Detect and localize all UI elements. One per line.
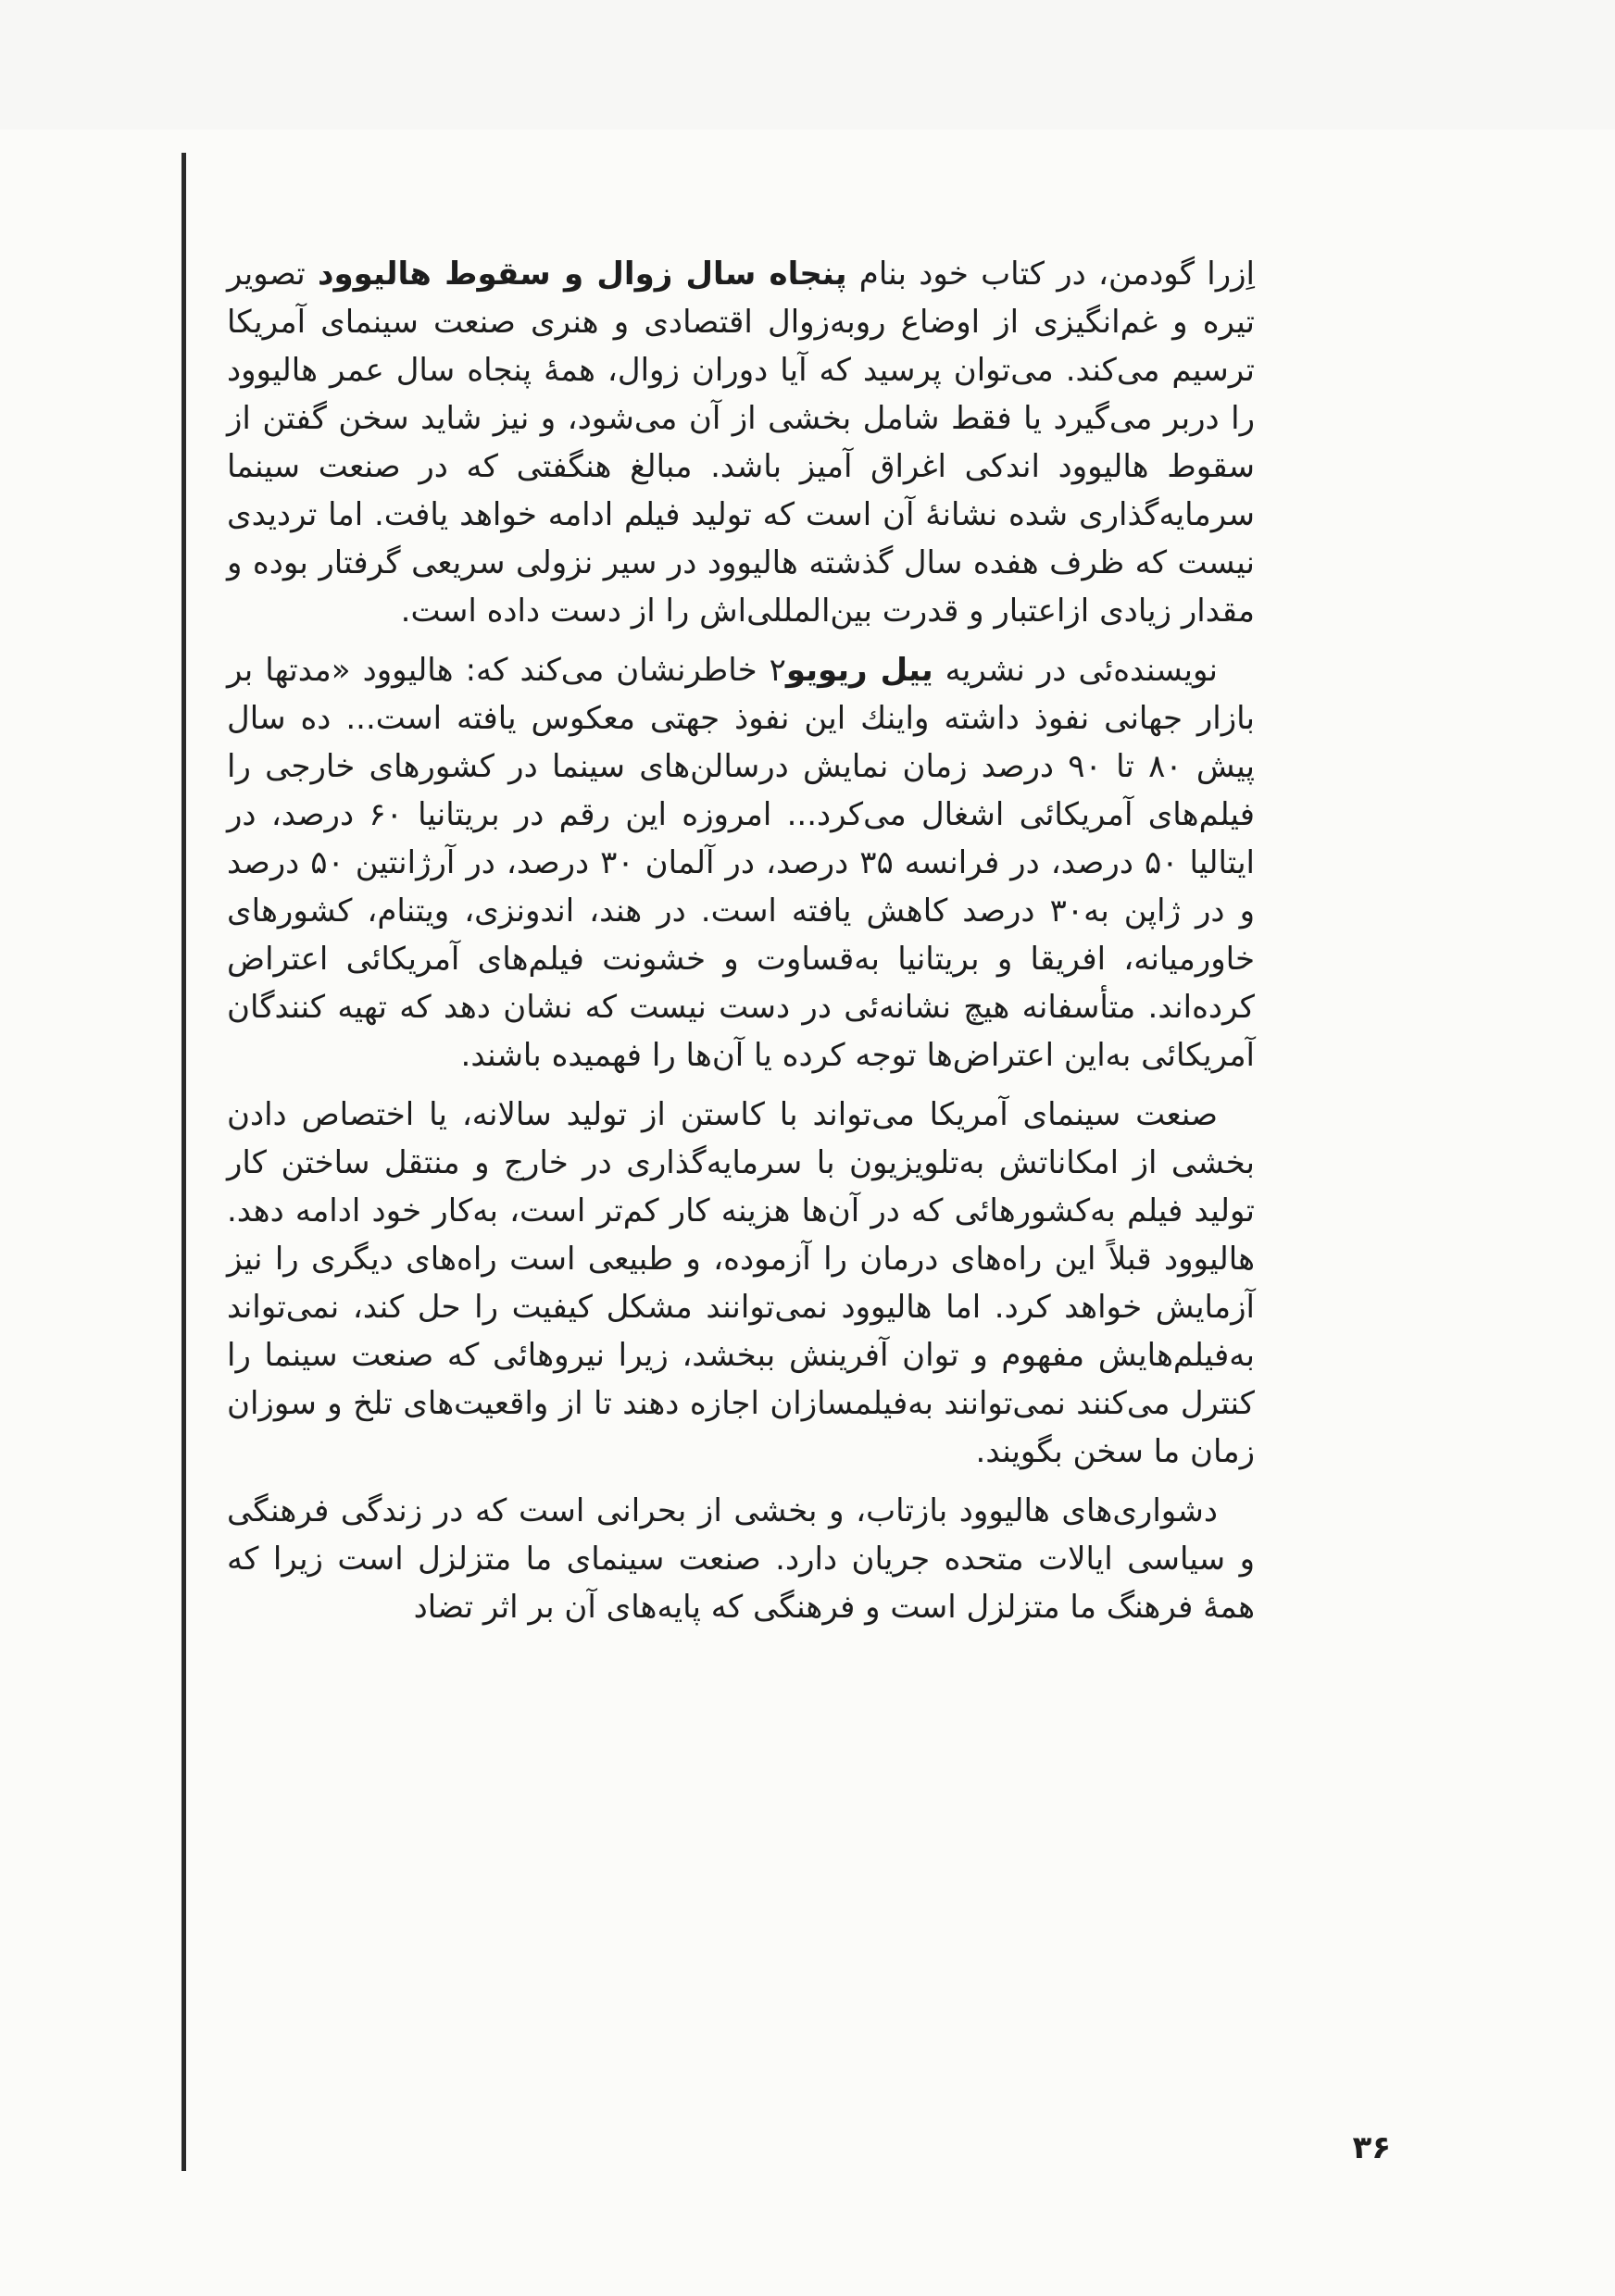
paragraph-1-body: تصویر تیره و غم‌انگیزی از اوضاع روبه‌زوال اقتصادی و هنری صنعت سینمای آمریکا ترسیم می‌کند. می‌توان پرسید که آیا دوران زوال، همهٔ پنجاه سال عمر هالیوود را دربر می‌گیرد یا فقط شامل بخشی از آن می‌شود، و نیز شاید سخن گفتن از سقوط هالیوود اندکی اغراق آمیز باشد. مبالغ هنگفتی که در صنعت سینما سرمایه‌گذاری شده نشانهٔ آن است که تولید فیلم ادامه خواهد یافت. اما تردیدی نیست که ظرف هفده سال گذشته هالیوود در سیر نزولی سریعی گرفتار بوده و مقدار زیادی ازاعتبار و قدرت بین‌المللی‌اش را از دست داده است. [227,256,1255,630]
body-text [227,250,1255,1642]
journal-title: ییل ریویو [785,652,933,689]
book-title: پنجاه سال زوال و سقوط هالیوود [318,256,847,293]
paragraph-2 [227,646,1255,1079]
paragraph-1-intro: اِزرا گودمن، در کتاب خود بنام [846,256,1256,293]
paragraph-3: صنعت سینمای آمریکا می‌تواند با کاستن از تولید سالانه، یا اختصاص دادن بخشی از امکاناتش به‌تلویزیون با سرمایه‌گذاری در خارج و منتقل ساختن کار تولید فیلم به‌کشورهائی که در آن‌ها هزینه کار کم‌تر است، به‌کار خود ادامه دهد. هالیوود قبلاً این راه‌های درمان را آزموده، و طبیعی است راه‌های دیگری را نیز آزمایش خواهد کرد. اما هالیوود نمی‌توانند مشکل کیفیت را حل کند، نمی‌تواند به‌فیلم‌هایش مفهوم و توان آفرینش ببخشد، زیرا نیروهائی که صنعت سینما را کنترل می‌کنند نمی‌توانند به‌فیلمسازان اجازه دهند تا از واقعیت‌های تلخ و سوزان زمان ما سخن بگویند. [227,1096,1255,1470]
page-number: ۳۶ [1352,2129,1391,2166]
scanner-top-margin [0,0,1615,131]
page-margin-rule [182,153,186,2171]
paragraph-2-body: ۲ خاطرنشان می‌کند که: هالیوود «مدتها بر بازار جهانی نفوذ داشته واینك این نفوذ جهتی معکوس یافته است... ده سال پیش ۸۰ تا ۹۰ درصد زمان نمایش درسالن‌های سینما در کشورهای خارجی را فیلم‌های آمریکائی اشغال می‌کرد... امروزه این رقم در بریتانیا ۶۰ درصد، در ایتالیا ۵۰ درصد، در فرانسه ۳۵ درصد، در آلمان ۳۰ درصد، در آرژانتین ۵۰ درصد و در ژاپن به۳۰ درصد کاهش یافته است. در هند، اندونزی، ویتنام، کشورهای خاورمیانه، افریقا و بریتانیا به‌قساوت و خشونت فیلم‌های آمریکائی اعتراض کرده‌اند. متأسفانه هیچ نشانه‌ئی در دست نیست که نشان دهد که تهیه کنندگان آمریکائی به‌این اعتراض‌ها توجه کرده یا آن‌ها را فهمیده باشند. [227,652,1255,1074]
paragraph-4: دشواری‌های هالیوود بازتاب، و بخشی از بحرانی است که در زندگی فرهنگی و سیاسی ایالات متحده جریان دارد. صنعت سینمای ما متزلزل است زیرا که همهٔ فرهنگ ما متزلزل است و فرهنگی که پایه‌های آن بر اثر تضاد [227,1492,1255,1626]
paragraph-2-intro: نویسنده‌ئی در نشریه [933,652,1218,689]
paragraph-1 [227,250,1255,635]
